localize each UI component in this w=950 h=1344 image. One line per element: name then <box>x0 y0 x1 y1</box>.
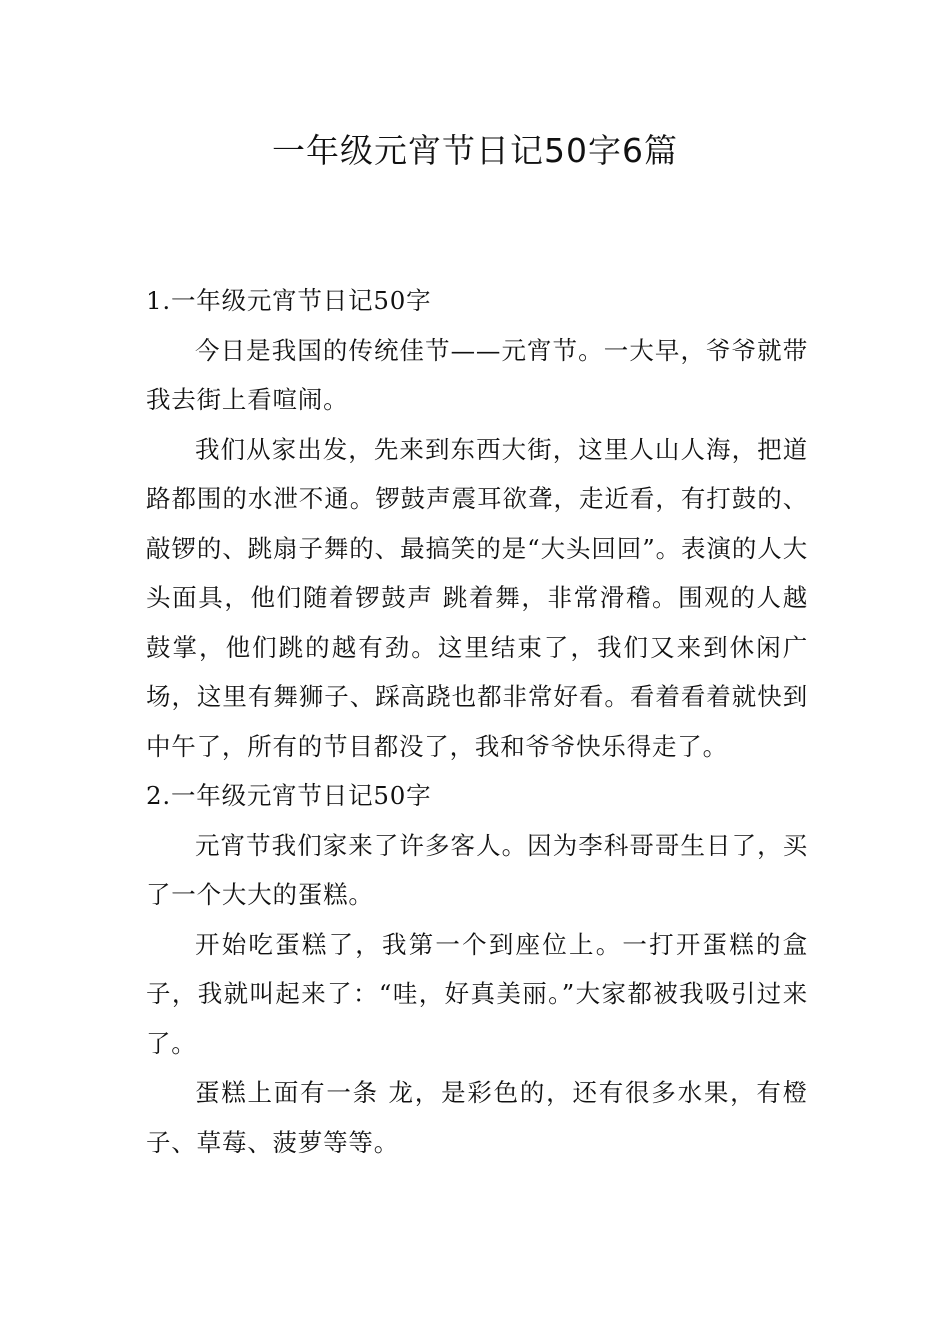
paragraph: 开始吃蛋糕了，我第一个到座位上。一打开蛋糕的盒子，我就叫起来了：“哇，好真美丽。”大家都被我吸引过来了。 <box>146 929 808 1058</box>
document-title: 一年级元宵节日记50字6篇 <box>272 131 678 170</box>
section-heading: 2.一年级元宵节日记50字 <box>146 781 432 810</box>
paragraph: 我们从家出发，先来到东西大街，这里人山人海，把道路都围的水泄不通。锣鼓声震耳欲聋，走近看，有打鼓的、敲锣的、跳扇子舞的、最搞笑的是“大头回回”。表演的人大头面具，他们随着锣鼓声 跳着舞，非常滑稽。围观的人越鼓掌，他们跳的越有劲。这里结束了，我们又来到休闲广场，这里有舞狮子、踩高跷也都非常好看。看着看着就快到中午了，所有的节目都没了，我和爷爷快乐得走了。 <box>146 434 808 761</box>
paragraph: 蛋糕上面有一条 龙，是彩色的，还有很多水果，有橙子、草莓、菠萝等等。 <box>146 1078 808 1157</box>
section-1 <box>146 276 808 771</box>
paragraph: 元宵节我们家来了许多客人。因为李科哥哥生日了，买了一个大大的蛋糕。 <box>146 830 808 909</box>
document-body <box>146 276 808 1167</box>
section-2 <box>146 771 808 1167</box>
paragraph: 今日是我国的传统佳节——元宵节。一大早，爷爷就带我去街上看喧闹。 <box>146 335 808 414</box>
section-heading: 1.一年级元宵节日记50字 <box>146 286 432 315</box>
